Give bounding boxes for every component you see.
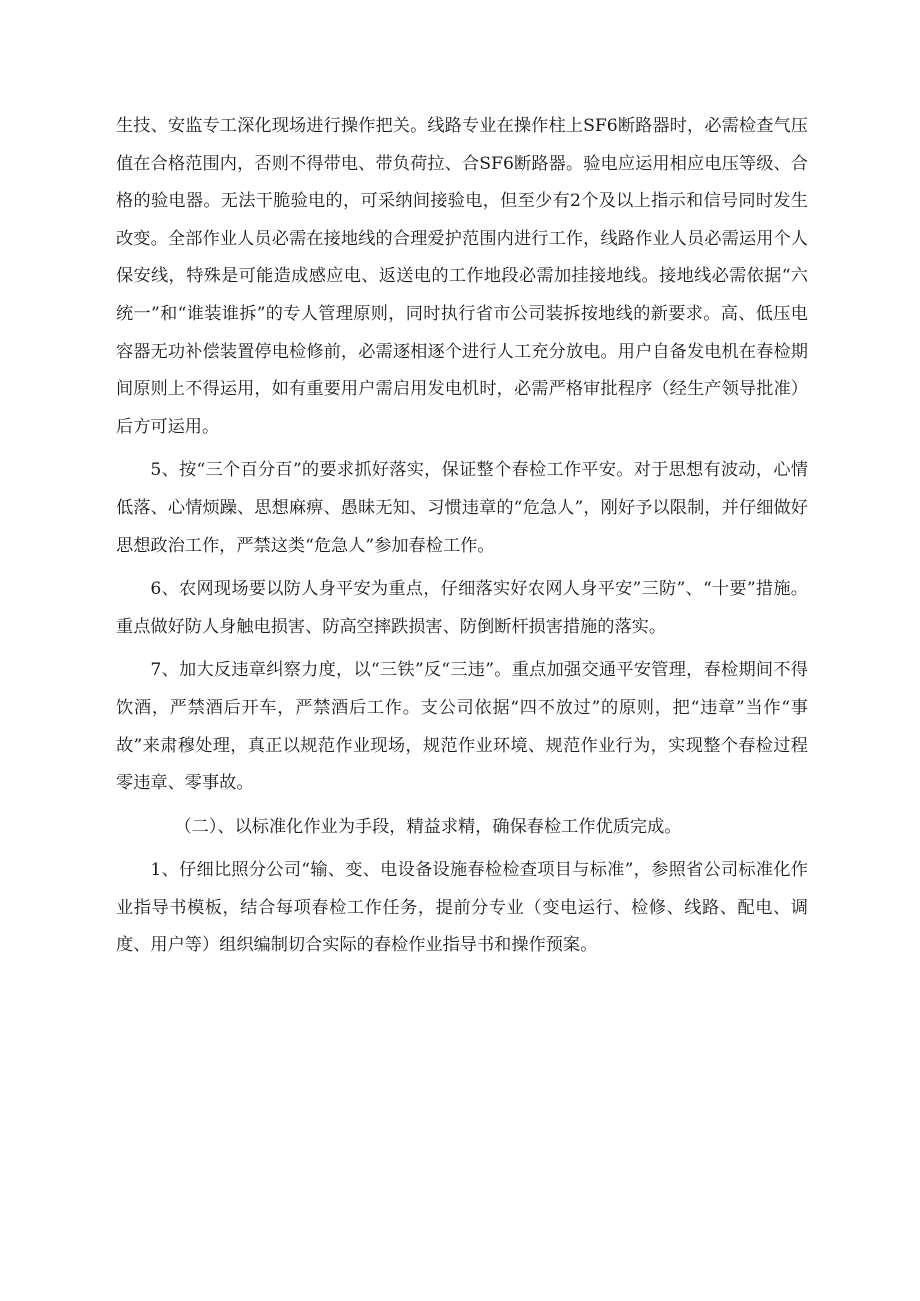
document-body [116, 108, 808, 971]
paragraph-safety-operation-continued: 生技、安监专工深化现场进行操作把关。线路专业在操作柱上SF6断路器时，必需检查气压值在合格范围内，否则不得带电、带负荷拉、合SF6断路器。验电应运用相应电压等级、合格的验电器。无法干脆验电的，可采纳间接验电，但至少有2个及以上指示和信号同时发生改变。全部作业人员必需在接地线的合理爱护范围内进行工作，线路作业人员必需运用个人保安线，特殊是可能造成感应电、返送电的工作地段必需加挂接地线。接地线必需依据“六统一”和“谁装谁拆”的专人管理原则，同时执行省市公司装拆按地线的新要求。高、低压电容器无功补偿装置停电检修前，必需逐相逐个进行人工充分放电。用户自备发电机在春检期间原则上不得运用，如有重要用户需启用发电机时，必需严格审批程序（经生产领导批准）后方可运用。 [116, 116, 808, 437]
paragraph-item-5: 5、按“三个百分百”的要求抓好落实，保证整个春检工作平安。对于思想有波动，心情低落、心情烦躁、思想麻痹、愚昧无知、习惯违章的“危急人”，刚好予以限制，并仔细做好思想政治工作，严禁这类“危急人”参加春检工作。 [116, 460, 808, 556]
paragraph-item-1: 1、仔细比照分公司“输、变、电设备设施春检检查项目与标准”，参照省公司标准化作业指导书模板，结合每项春检工作任务，提前分专业（变电运行、检修、线路、配电、调度、用户等）组织编制切合实际的春检作业指导书和操作预案。 [116, 860, 808, 956]
paragraph-item-7: 7、加大反违章纠察力度，以“三铁”反“三违”。重点加强交通平安管理，春检期间不得饮酒，严禁酒后开车，严禁酒后工作。支公司依据“四不放过”的原则，把“违章”当作“事故”来肃穆处理，真正以规范作业现场，规范作业环境、规范作业行为，实现整个春检过程零违章、零事故。 [116, 660, 808, 794]
section-heading-2: （二）、以标准化作业为手段，精益求精，确保春检工作优质完成。 [174, 816, 682, 837]
paragraph-item-6: 6、农网现场要以防人身平安为重点，仔细落实好农网人身平安”三防”、“十要”措施。重点做好防人身触电损害、防高空摔跌损害、防倒断杆损害措施的落实。 [116, 579, 808, 637]
